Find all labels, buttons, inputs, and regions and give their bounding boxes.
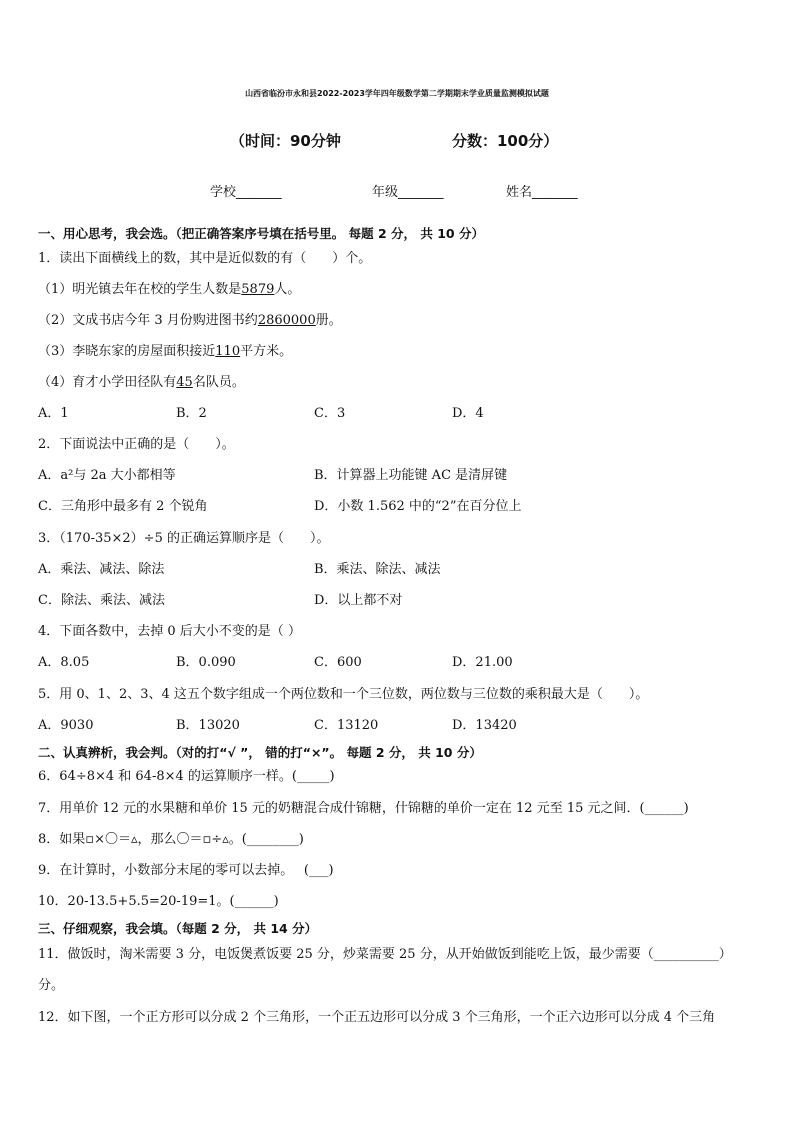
q3-option-d: D．以上都不对	[314, 593, 403, 608]
name-field: 姓名_______	[506, 185, 578, 200]
q1-item-1-number: 5879	[241, 282, 275, 297]
q1-item-4-text: （4）育才小学田径队有	[38, 375, 177, 390]
q8: 8．如果▫×〇＝▵，那么〇＝▫÷▵。(________)	[38, 832, 304, 847]
q7: 7．用单价 12 元的水果糖和单价 15 元的奶糖混合成什锦糖，什锦糖的单价一定在 12 元至 15 元之间．(______)	[38, 801, 689, 816]
q1-item-3-unit: 平方米。	[240, 344, 293, 359]
q1-item-2-number: 2860000	[257, 313, 316, 328]
q2-option-b: B．计算器上功能键 AC 是清屏键	[314, 468, 508, 483]
q9: 9．在计算时，小数部分末尾的零可以去掉。 (___)	[38, 863, 334, 878]
q1-item-1-unit: 人。	[274, 282, 301, 297]
q5-option-b: B．13020	[176, 718, 240, 733]
q1-option-a: A．1	[38, 406, 69, 421]
q1-item-4	[38, 374, 245, 392]
q6: 6．64÷8×4 和 64-8×4 的运算顺序一样。(_____)	[38, 769, 335, 784]
q5-option-d: D．13420	[452, 718, 517, 733]
q4-option-c: C．600	[314, 655, 362, 670]
time-label: （时间：90分钟	[230, 132, 341, 150]
q1-option-b: B．2	[176, 406, 207, 421]
q1-item-2-text: （2）文成书店今年 3 月份购进图书约	[38, 313, 258, 328]
q10: 10．20-13.5+5.5=20-19=1。(______)	[38, 894, 279, 909]
q1-item-4-number: 45	[176, 375, 193, 390]
q1-item-2-unit: 册。	[315, 313, 342, 328]
score-label: 分数：100分）	[452, 132, 559, 150]
q4-option-b: B．0.090	[176, 655, 236, 670]
q12-line-1: 12．如下图，一个正方形可以分成 2 个三角形，一个正五边形可以分成 3 个三角形，一个正六边形可以分成 4 个三角	[38, 1010, 716, 1025]
q1-item-2	[38, 312, 342, 330]
q5-stem: 5．用 0、1、2、3、4 这五个数字组成一个两位数和一个三位数，两位数与三位数的乘积最大是（ ）。	[38, 687, 649, 702]
q1-option-c: C．3	[314, 406, 346, 421]
q11-line-2: 分。	[38, 978, 65, 993]
q4-option-d: D．21.00	[452, 655, 513, 670]
q1-item-4-unit: 名队员。	[192, 375, 245, 390]
q1-option-d: D．4	[452, 406, 484, 421]
q1-item-3-number: 110	[215, 344, 241, 359]
section-3-heading: 三、仔细观察，我会填。（每题 2 分， 共 14 分）	[38, 921, 318, 936]
school-field: 学校_______	[210, 185, 282, 200]
q2-option-a: A．a²与 2a 大小都相等	[38, 468, 176, 483]
q1-stem: 1．读出下面横线上的数，其中是近似数的有（ ）个。	[38, 251, 372, 266]
q1-item-1	[38, 281, 300, 299]
exam-title: 山西省临汾市永和县2022-2023学年四年级数学第二学期期末学业质量监测模拟试题	[245, 89, 549, 98]
q2-option-c: C．三角形中最多有 2 个锐角	[38, 499, 208, 514]
q5-option-c: C．13120	[314, 718, 379, 733]
q3-option-a: A．乘法、减法、除法	[38, 562, 165, 577]
q5-option-a: A．9030	[38, 718, 94, 733]
q3-option-c: C．除法、乘法、减法	[38, 593, 165, 608]
q2-stem: 2．下面说法中正确的是（ ）。	[38, 437, 235, 452]
section-1-heading: 一、用心思考，我会选。（把正确答案序号填在括号里。 每题 2 分， 共 10 分）	[38, 226, 484, 241]
grade-field: 年级_______	[372, 185, 444, 200]
q1-item-3-text: （3）李晓东家的房屋面积接近	[38, 344, 216, 359]
q11-line-1: 11．做饭时，淘米需要 3 分，电饭煲煮饭要 25 分，炒菜需要 25 分，从开始做饭到能吃上饭，最少需要（__________）	[38, 947, 732, 962]
q1-item-1-text: （1）明光镇去年在校的学生人数是	[38, 282, 242, 297]
section-2-heading: 二、认真辨析，我会判。（对的打“√ ”， 错的打“×”。 每题 2 分， 共 10 分）	[38, 745, 482, 760]
q4-stem: 4．下面各数中，去掉 0 后大小不变的是（ ）	[38, 624, 301, 639]
q2-option-d: D．小数 1.562 中的“2”在百分位上	[314, 499, 522, 514]
q3-stem: 3．（170-35×2）÷5 的正确运算顺序是（ ）。	[38, 531, 330, 546]
q1-item-3	[38, 343, 292, 361]
q3-option-b: B．乘法、除法、减法	[314, 562, 441, 577]
q4-option-a: A．8.05	[38, 655, 90, 670]
